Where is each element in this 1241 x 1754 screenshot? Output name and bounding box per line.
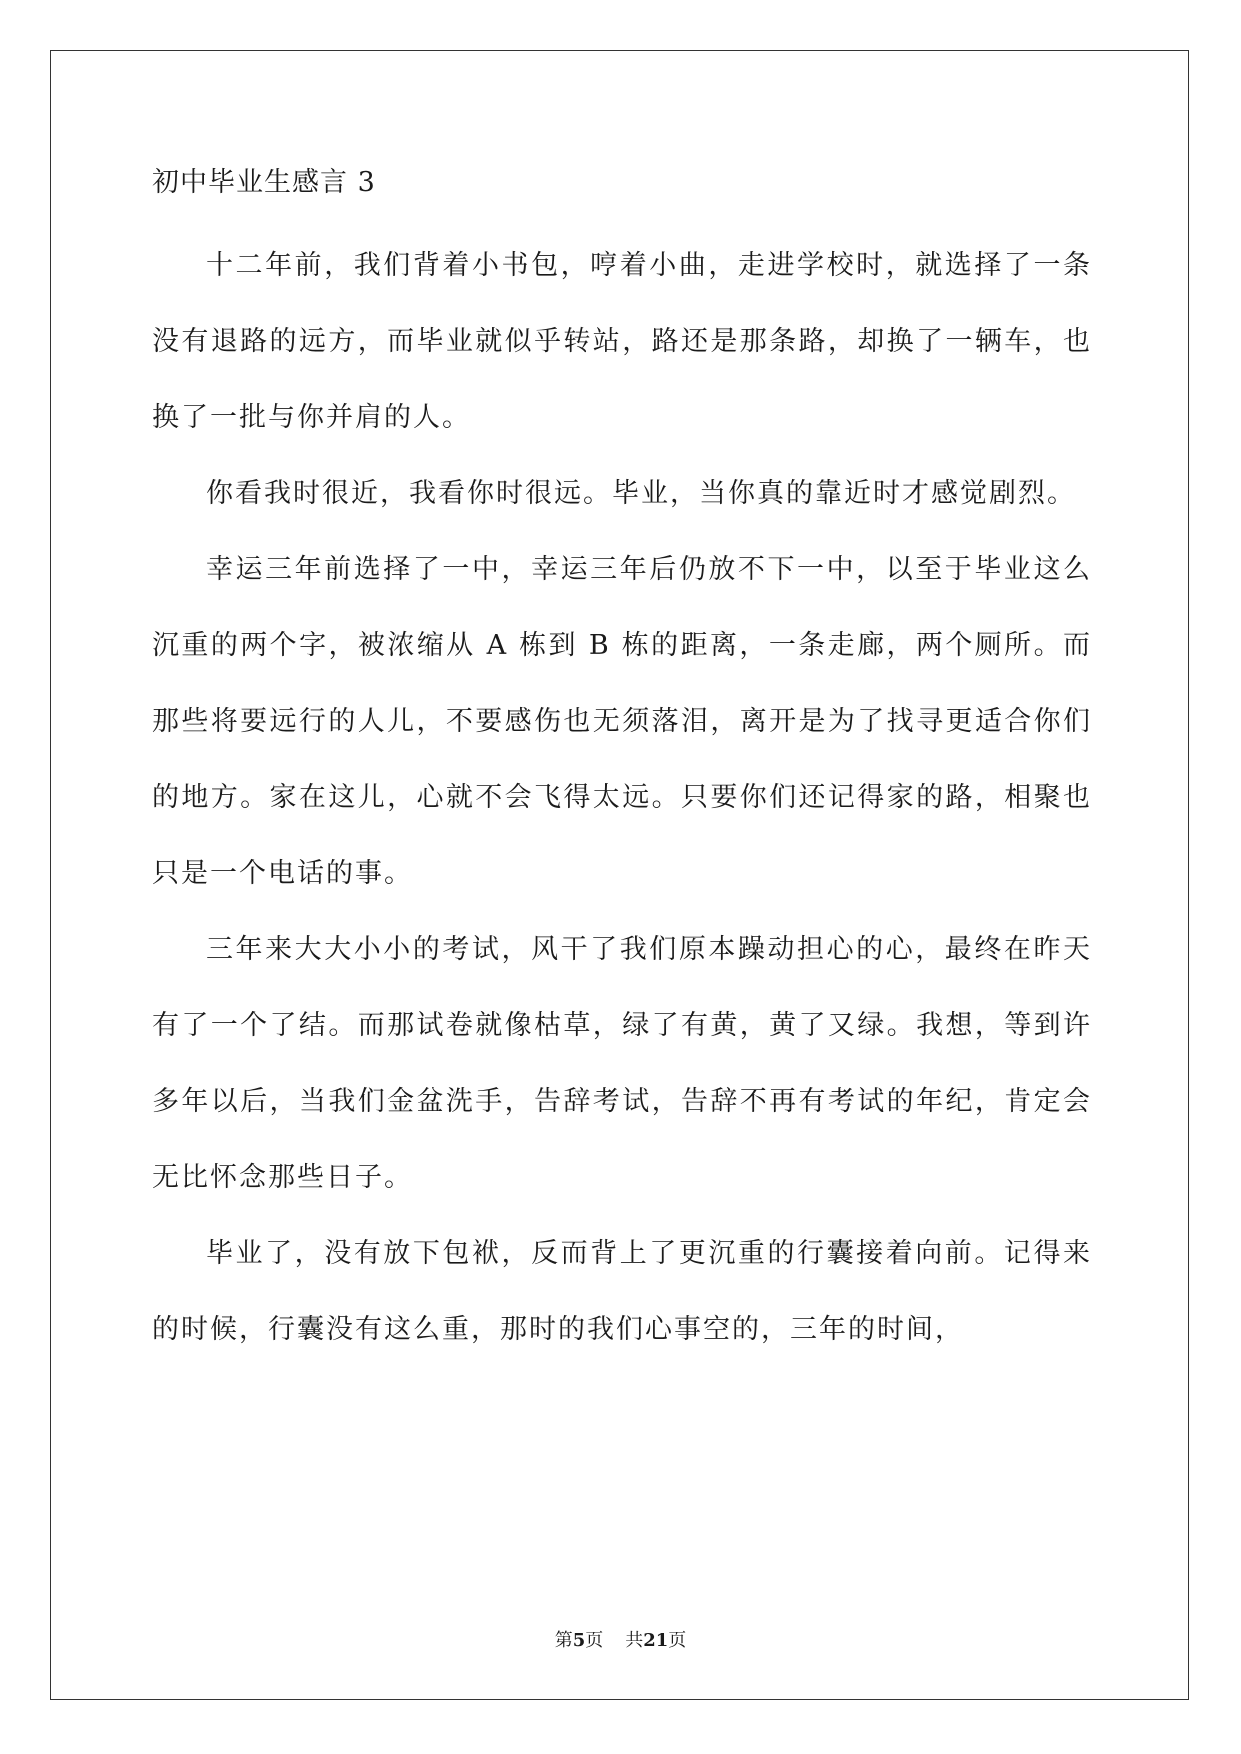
paragraph-3: 幸运三年前选择了一中，幸运三年后仍放不下一中，以至于毕业这么沉重的两个字，被浓缩从 A 栋到 B 栋的距离，一条走廊，两个厕所。而那些将要远行的人儿，不要感伤也无须落泪，离开是为了找寻更适合你们的地方。家在这儿，心就不会飞得太远。只要你们还记得家的路，相聚也只是一个电话的事。 bbox=[152, 554, 1092, 889]
paragraph-1: 十二年前，我们背着小书包，哼着小曲，走进学校时，就选择了一条没有退路的远方，而毕业就似乎转站，路还是那条路，却换了一辆车，也换了一批与你并肩的人。 bbox=[152, 250, 1092, 433]
paragraph-4: 三年来大大小小的考试，风干了我们原本躁动担心的心，最终在昨天有了一个了结。而那试卷就像枯草，绿了有黄，黄了又绿。我想，等到许多年以后，当我们金盆洗手，告辞考试，告辞不再有考试的年纪，肯定会无比怀念那些日子。 bbox=[152, 934, 1092, 1193]
page-prefix: 第 bbox=[554, 1630, 573, 1651]
paragraph-2: 你看我时很近，我看你时很远。毕业，当你真的靠近时才感觉剧烈。 bbox=[206, 478, 1076, 509]
total-pages: 21 bbox=[643, 1630, 669, 1651]
paragraph-5: 毕业了，没有放下包袱，反而背上了更沉重的行囊接着向前。记得来的时候，行囊没有这么重，那时的我们心事空的，三年的时间， bbox=[152, 1238, 1092, 1345]
document-body bbox=[152, 168, 1092, 1368]
page-footer bbox=[0, 1630, 1241, 1652]
page-number: 5 bbox=[572, 1630, 586, 1651]
page-suffix: 页 bbox=[585, 1630, 604, 1651]
document-title: 初中毕业生感言 3 bbox=[152, 167, 376, 198]
total-prefix: 共 bbox=[625, 1630, 644, 1651]
total-suffix: 页 bbox=[668, 1630, 687, 1651]
